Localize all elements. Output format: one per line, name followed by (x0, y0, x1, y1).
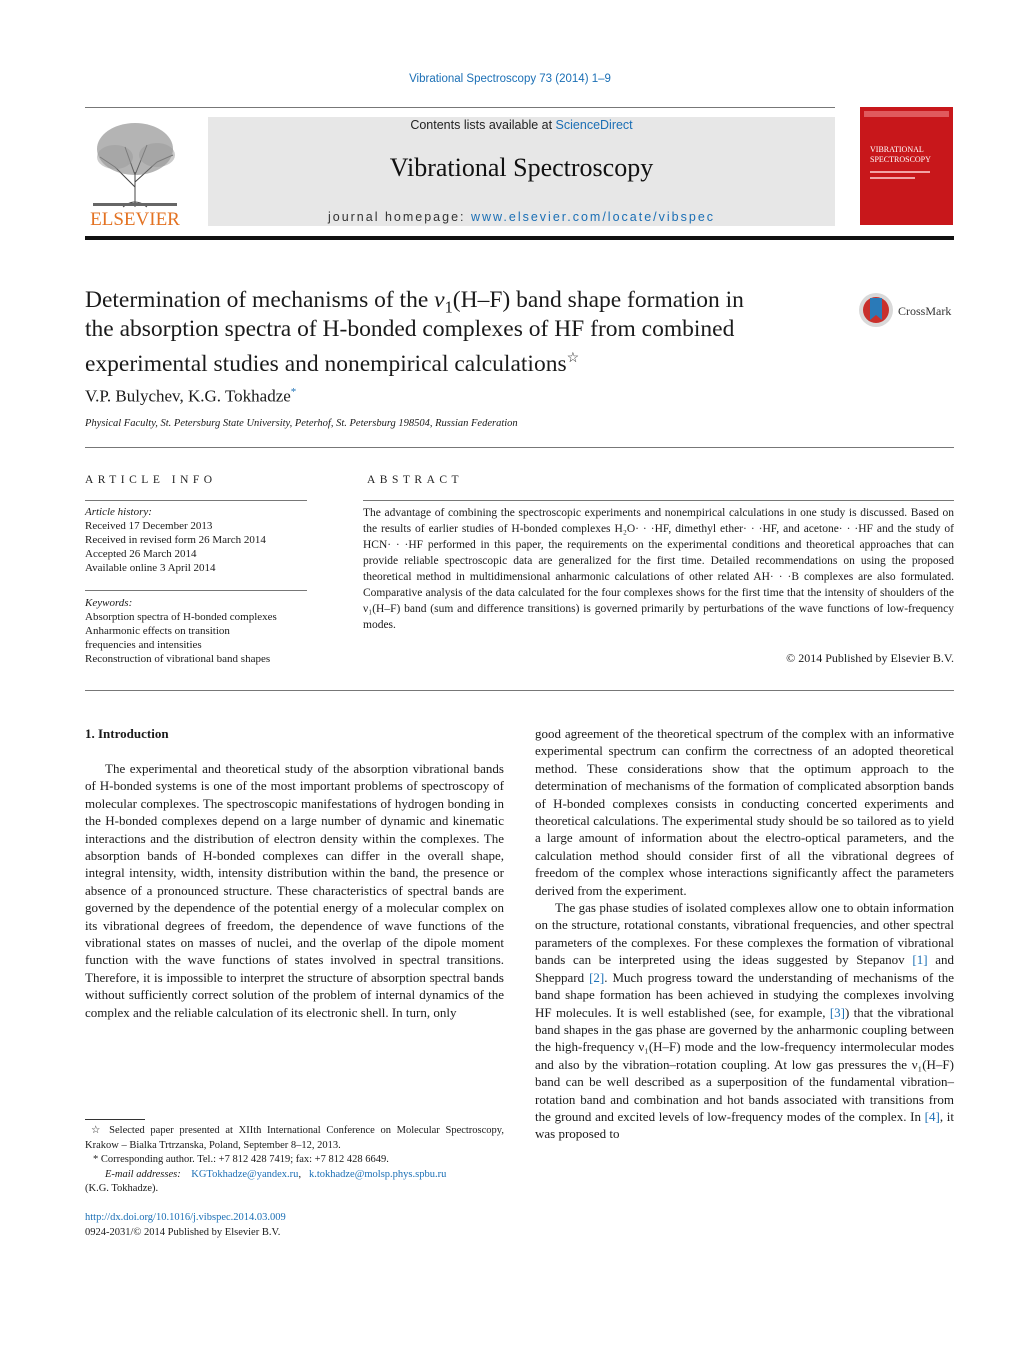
crossmark-label: CrossMark (898, 304, 952, 318)
cover-title-line2: SPECTROSCOPY (870, 155, 931, 164)
email-link[interactable]: k.tokhadze@molsp.phys.spbu.ru (308, 1168, 447, 1180)
footnote-star: ☆ Selected paper presented at XIIth International Conference on Molecular Spectroscopy, Krakow – Bialka Trtrzanska, Poland, September 8–12, 2013. (85, 1125, 504, 1151)
footnote-corresponding: * Corresponding author. Tel.: +7 812 428 7419; fax: +7 812 428 6649. (93, 1154, 389, 1165)
cover-line (870, 171, 930, 173)
footnote-email-owner: (K.G. Tokhadze). (85, 1183, 159, 1194)
journal-homepage (208, 210, 835, 224)
footnote-emails: E-mail addresses: KGTokhadze@yandex.ru, k.tokhadze@molsp.phys.spbu.ru (105, 1168, 447, 1180)
reference-link[interactable]: [1] (912, 952, 928, 968)
article-history (85, 505, 266, 575)
cover-line (870, 177, 915, 179)
section-heading-introduction: 1. Introduction (85, 726, 169, 741)
history-accepted: Accepted 26 March 2014 (85, 548, 197, 560)
keyword-item: frequencies and intensities (85, 639, 202, 651)
svg-text:ELSEVIER: ELSEVIER (90, 209, 180, 229)
title-line-2: the absorption spectra of H-bonded complexes of HF from combined (85, 316, 735, 342)
doi-block (85, 1211, 286, 1240)
cover-title-line1: VIBRATIONAL (870, 145, 924, 154)
abstract-rule (363, 500, 954, 501)
history-revised: Received in revised form 26 March 2014 (85, 534, 266, 546)
article-title (85, 286, 845, 379)
keywords-rule (85, 590, 307, 591)
article-info-heading: ARTICLE INFO (85, 474, 217, 486)
doi-link[interactable]: http://dx.doi.org/10.1016/j.vibspec.2014.03.009 (85, 1212, 286, 1223)
issn-line: 0924-2031/© 2014 Published by Elsevier B.V. (85, 1226, 281, 1238)
title-rule (85, 447, 954, 448)
footnote-rule (85, 1119, 145, 1120)
title-line-1: Determination of mechanisms of the $\nu_1(H-F)$ band shape formation in (85, 287, 744, 317)
contents-prefix: Contents lists available at (410, 118, 556, 132)
keywords (85, 596, 277, 666)
elsevier-logo (85, 117, 185, 229)
keyword-item: Anharmonic effects on transition (85, 625, 230, 637)
keyword-item: Reconstruction of vibrational band shapes (85, 653, 271, 665)
corresponding-author-mark[interactable]: * (290, 386, 297, 398)
journal-citation[interactable]: Vibrational Spectroscopy 73 (2014) 1–9 (409, 73, 611, 85)
sciencedirect-link[interactable]: ScienceDirect (555, 118, 633, 132)
affiliation: Physical Faculty, St. Petersburg State University, Peterhof, St. Petersburg 198504, Russian Federation (85, 418, 518, 429)
keywords-label: Keywords: (85, 597, 133, 609)
keyword-item: Absorption spectra of H-bonded complexes (85, 611, 277, 623)
reference-link[interactable]: [2] (589, 969, 605, 985)
intro-paragraph-1: The experimental and theoretical study of the absorption vibrational bands of H-bonded systems is one of the most important problems of spectroscopy of molecular complexes. The spectroscopic manifestations of hydrogen bonding in the H-bonded complexes depend on a large number of dynamic and kinematic interactions and the distribution of electron density within the complexes. The absorption bands of H-bonded complexes can differ in the overall shape, integral intensity, width, intensity distribution within the band, the presence or absence of a pronounced structure. These characteristics of spectral bands are governed by the dependence of the potential energy of a molecular complex on its vibrational degrees of freedom, the dependence of wave functions of the vibrational states on masses of nuclei, and the overlap of the dipole moment function with the wave functions of states involved in spectral transitions. Therefore, it is impossible to interpret the structure of absorption spectral bands without sufficiently correct solution of the problem of internal dynamics of the complex and the reliable calculation of its electronic shell. In turn, only (85, 761, 504, 1020)
cover-stripe (864, 111, 949, 117)
authors: V.P. Bulychev, K.G. Tokhadze* (85, 386, 297, 406)
abstract-heading: ABSTRACT (367, 474, 464, 486)
header-thick-rule (85, 236, 954, 240)
history-label: Article history: (85, 506, 152, 518)
contents-line (208, 118, 835, 132)
cover-title (870, 145, 931, 165)
reference-link[interactable]: [3] (829, 1004, 846, 1020)
title-line-3: experimental studies and nonempirical calculations☆ (85, 350, 580, 377)
header-rule (85, 107, 835, 108)
abstract-bottom-rule (85, 690, 954, 691)
crossmark-badge[interactable] (858, 290, 958, 330)
footnotes (85, 1124, 504, 1197)
abstract-copyright: © 2014 Published by Elsevier B.V. (786, 651, 954, 665)
history-online: Available online 3 April 2014 (85, 562, 216, 574)
homepage-link[interactable]: www.elsevier.com/locate/vibspec (471, 210, 716, 224)
history-received: Received 17 December 2013 (85, 520, 213, 532)
intro-left-column (85, 760, 504, 1021)
email-link[interactable]: KGTokhadze@yandex.ru (191, 1168, 299, 1180)
homepage-prefix: journal homepage: (327, 210, 471, 224)
journal-cover[interactable] (860, 107, 953, 225)
intro-paragraph-2: The gas phase studies of isolated complexes allow one to obtain information on the structure, rotational constants, vibrational frequencies, and other spectral parameters of the complexes. For these complexes the formation of vibrational bands can be interpreted using the ideas suggested by Stepanov [1] and Sheppard [2]. Much progress toward the understanding of mechanisms of the band shape formation has been achieved in studying the complexes involving HF molecules. It is well established (see, for example, [3]) that the vibrational band shapes in the gas phase are governed by the anharmonic coupling between the high-frequency ν₁(H–F) mode and the low-frequency intermolecular modes and also by the vibration–rotation coupling. At low gas pressures the ν₁(H–F) band can be well described as a superposition of the fundamental vibration–rotation band and combination and hot bands associated with transitions from the ground and excited levels of low-frequency modes of the complex. In [4], it was proposed to (535, 900, 955, 1142)
reference-link[interactable]: [4] (924, 1108, 940, 1124)
journal-title: Vibrational Spectroscopy (389, 153, 654, 182)
title-footnote-star[interactable]: ☆ (566, 351, 580, 366)
abstract-text: The advantage of combining the spectroscopic experiments and nonempirical calculations in one study is discussed. Based on the results of earlier studies of H-bonded complexes H₂O· · ·HF, dimethyl ether· · ·HF, and acetone· · ·HF and the study of HCN· · ·HF performed in this paper, the requirements on the experimental conditions and theoretical approaches that can provide reliable spectroscopic data are generalized for the first time. Detailed recommendations on using the proposed theoretical method in multidimensional anharmonic calculations of other related AH· · ·B complexes are also formulated. Comparative analysis of the data calculated for the four complexes shows for the first time that the intensity of shoulders of the ν₁(H–F) band (sum and difference transitions) is governed primarily by perturbations of the wave functions of low-frequency modes. (363, 507, 954, 631)
article-info-rule (85, 500, 307, 501)
intro-paragraph-continued: good agreement of the theoretical spectrum of the complex with an informative experimental spectrum can confirm the correctness of an adopted theoretical method. These considerations show that the optimum approach to the determination of mechanisms of the formation of complicated absorption bands of H-bonded complexes consists in conducting concerted experiments and theoretical calculations. The experimental study should be so tailored as to yield a large amount of information about the electro-optical parameters, and the calculation method should consider first of all the vibrational degrees of freedom of the complex whose interactions significantly affect the parameters derived from the experiment. (535, 726, 954, 898)
intro-right-column (535, 725, 954, 1143)
